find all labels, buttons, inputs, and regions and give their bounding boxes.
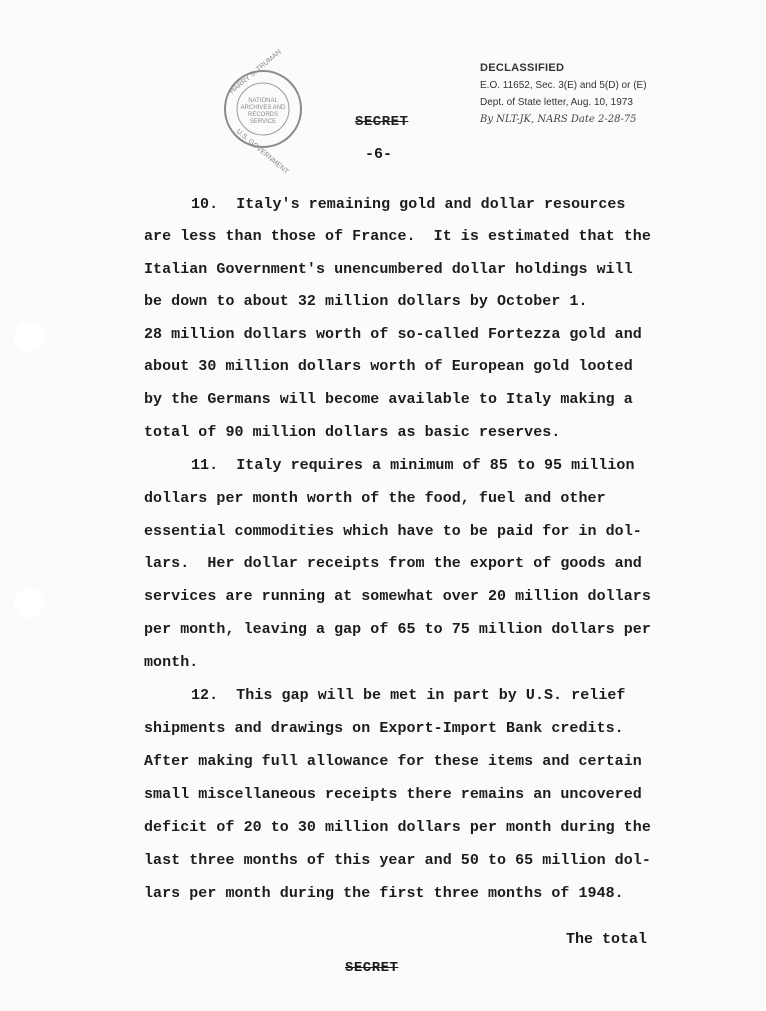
paragraph-11-line: dollars per month worth of the food, fuel and other — [144, 490, 606, 507]
punch-hole — [14, 322, 44, 352]
paragraph-12-line: small miscellaneous receipts there remains an uncovered — [144, 786, 642, 803]
classification-bottom: SECRET — [345, 960, 399, 976]
continuation-catchword: The total — [566, 931, 648, 948]
svg-text:HARRY S. TRUMAN: HARRY S. TRUMAN — [228, 48, 283, 96]
paragraph-11-line: 11. Italy requires a minimum of 85 to 95 million — [191, 457, 635, 474]
svg-text:SERVICE: SERVICE — [249, 119, 277, 125]
paragraph-12-line: last three months of this year and 50 to 65 million dol- — [144, 852, 651, 869]
paragraph-10-line: by the Germans will become available to Italy making a — [144, 391, 633, 408]
svg-text:ARCHIVES AND: ARCHIVES AND — [240, 105, 286, 111]
paragraph-11-line: per month, leaving a gap of 65 to 75 million dollars per — [144, 621, 651, 638]
paragraph-10-line: total of 90 million dollars as basic reserves. — [144, 424, 561, 441]
paragraph-10-line: 10. Italy's remaining gold and dollar resources — [191, 196, 626, 213]
svg-text:NATIONAL: NATIONAL — [248, 98, 278, 104]
paragraph-12-line: After making full allowance for these items and certain — [144, 753, 642, 770]
paragraph-11-line: services are running at somewhat over 20 million dollars — [144, 588, 651, 605]
paragraph-10-line: are less than those of France. It is estimated that the — [144, 228, 651, 245]
paragraph-10-line: about 30 million dollars worth of European gold looted — [144, 358, 633, 375]
page-number: -6- — [365, 146, 393, 163]
paragraph-12-line: lars per month during the first three months of 1948. — [144, 885, 624, 902]
paragraph-11-line: essential commodities which have to be paid for in dol- — [144, 523, 642, 540]
declass-letter: Dept. of State letter, Aug. 10, 1973 — [480, 97, 633, 108]
paragraph-12-line: 12. This gap will be met in part by U.S. relief — [191, 687, 626, 704]
paragraph-11-line: month. — [144, 654, 199, 671]
declass-authority: E.O. 11652, Sec. 3(E) and 5(D) or (E) — [480, 80, 647, 91]
svg-text:RECORDS: RECORDS — [247, 112, 279, 118]
paragraph-12-line: deficit of 20 to 30 million dollars per month during the — [144, 819, 651, 836]
paragraph-10-line: Italian Government's unencumbered dollar holdings will — [144, 261, 633, 278]
punch-hole — [14, 588, 44, 618]
paragraph-10-line: 28 million dollars worth of so-called Fortezza gold and — [144, 326, 642, 343]
svg-text:U.S. GOVERNMENT: U.S. GOVERNMENT — [234, 128, 290, 176]
declass-signoff: By NLT-JK, NARS Date 2-28-75 — [480, 114, 637, 125]
archives-seal-stamp — [222, 48, 304, 176]
declassification-stamp — [480, 60, 720, 128]
classification-top: SECRET — [355, 114, 409, 130]
paragraph-10-line: be down to about 32 million dollars by October 1. — [144, 293, 588, 310]
paragraph-11-line: lars. Her dollar receipts from the export of goods and — [144, 555, 642, 572]
declassified-title: DECLASSIFIED — [480, 62, 565, 74]
paragraph-12-line: shipments and drawings on Export-Import Bank credits. — [144, 720, 624, 737]
